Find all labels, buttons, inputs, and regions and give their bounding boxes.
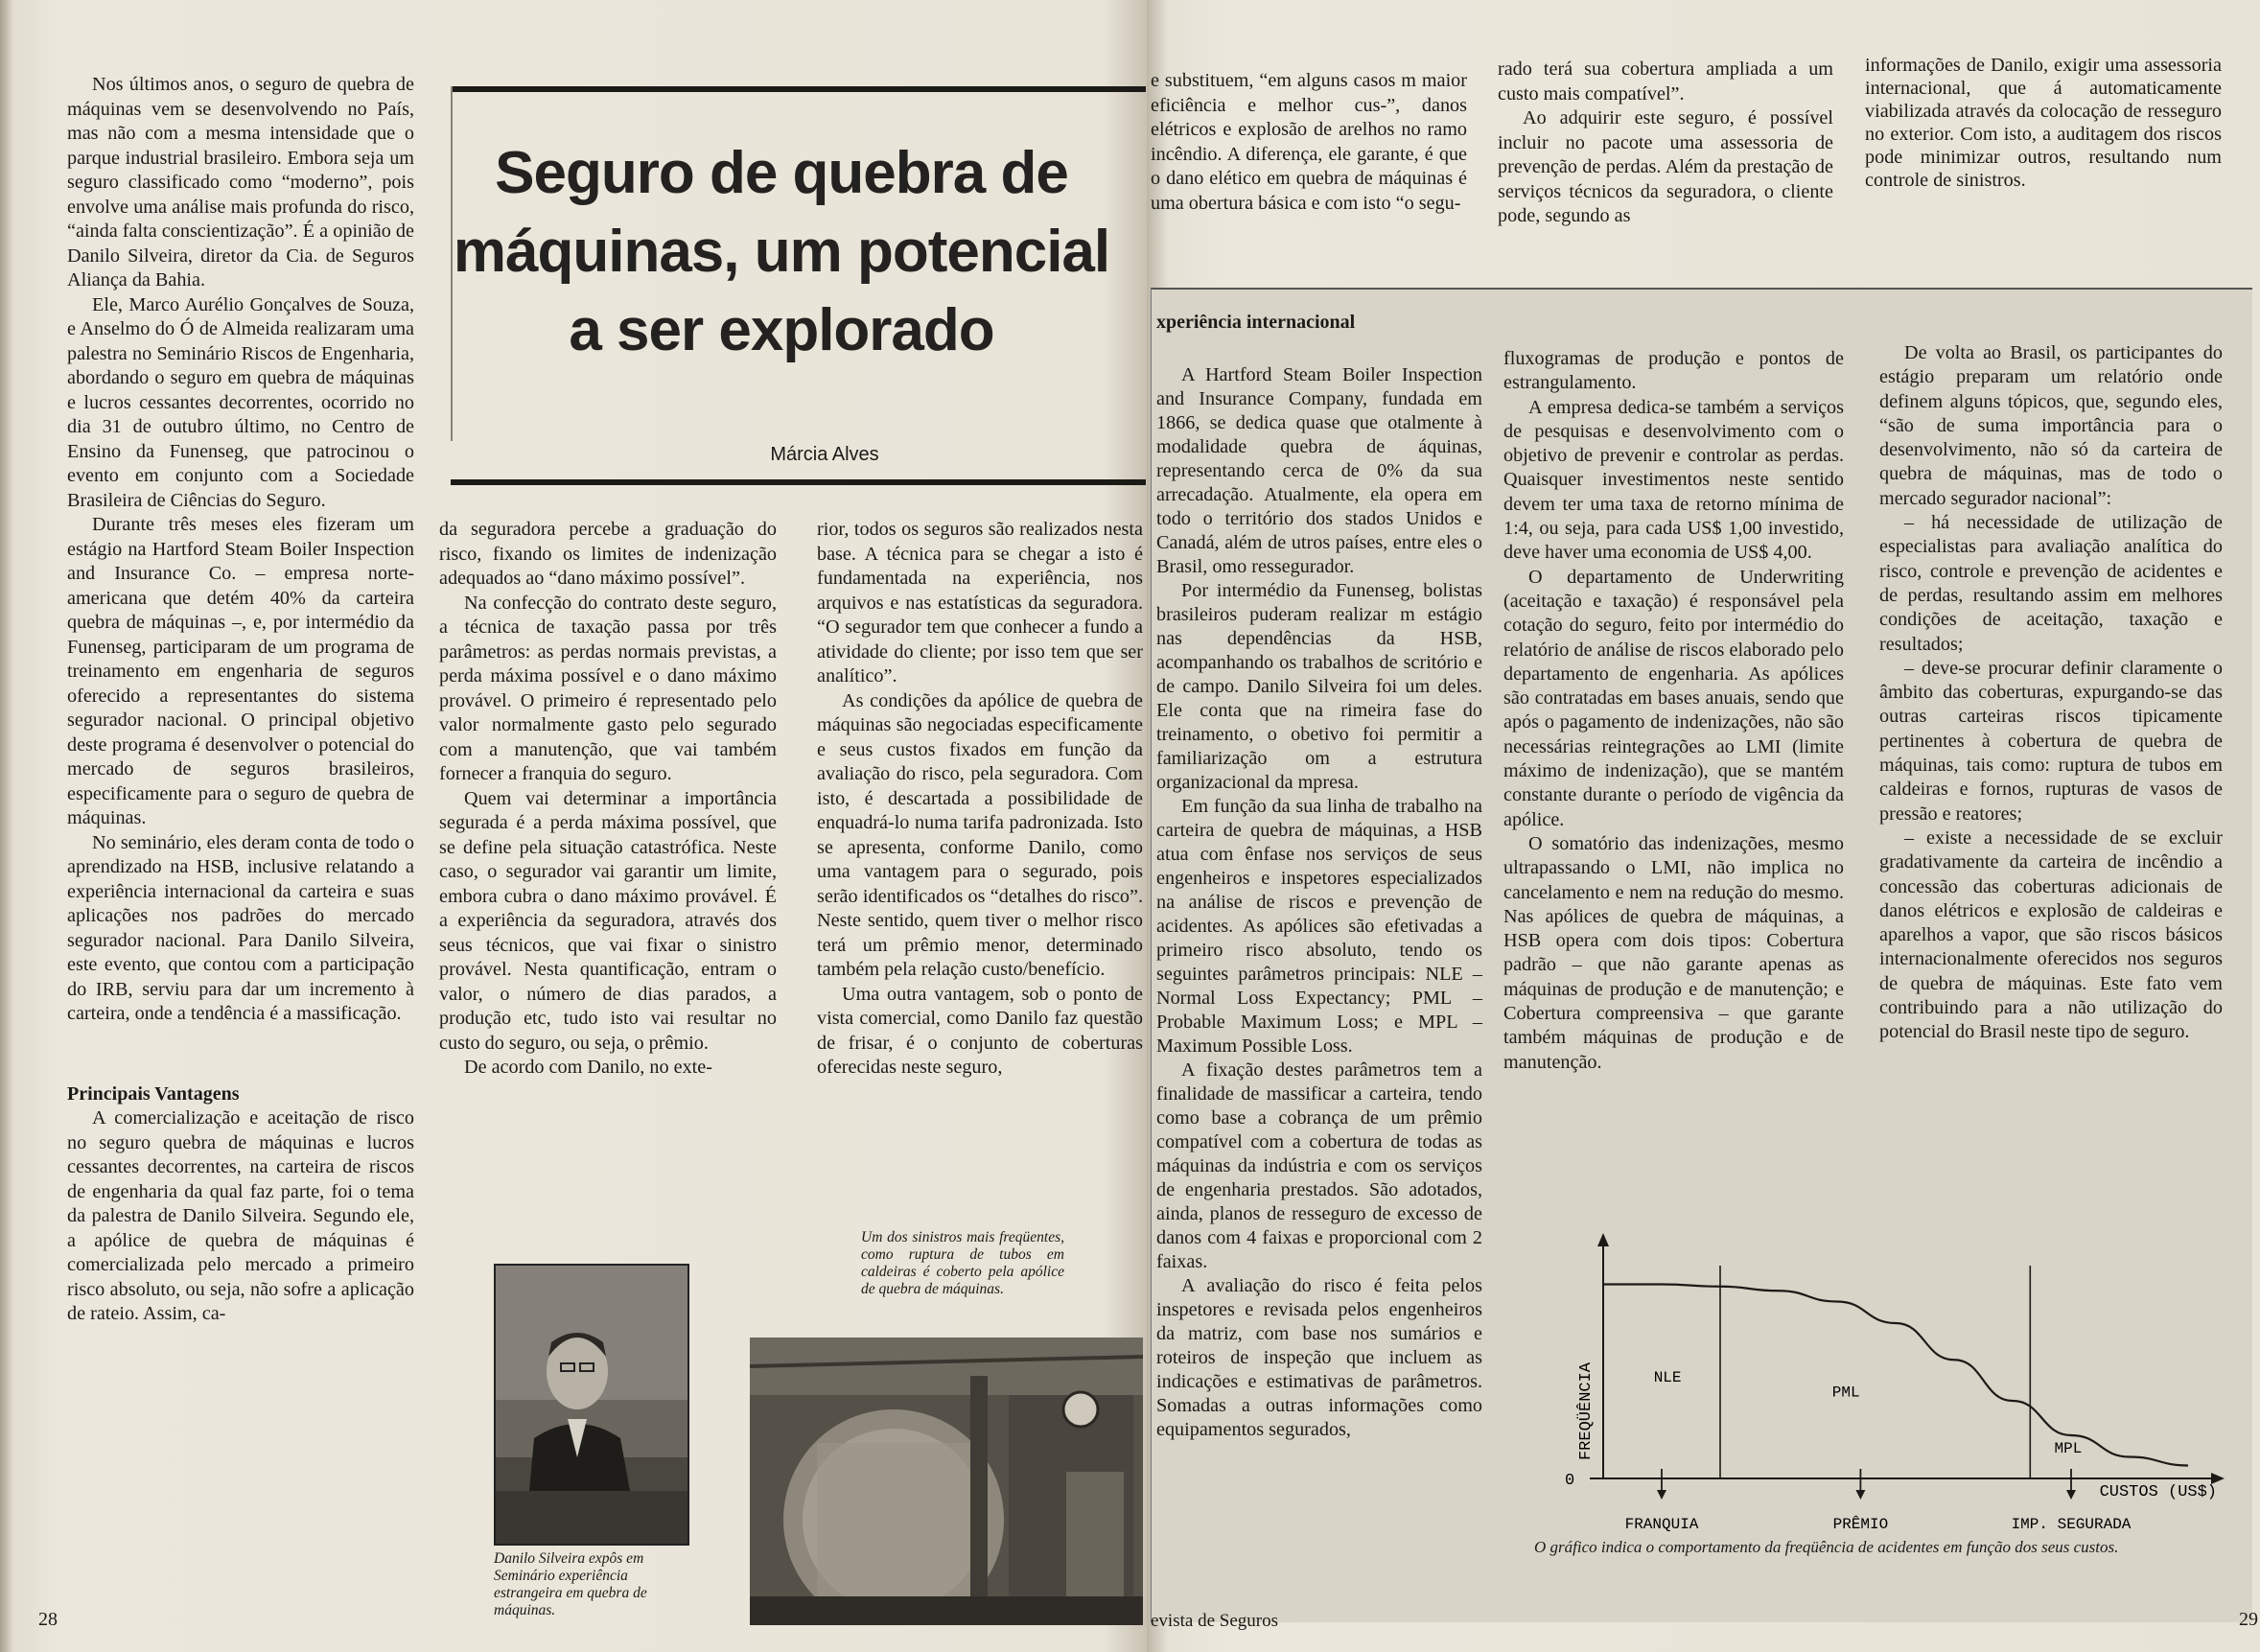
paragraph: – deve-se procurar definir claramente o âmbito das coberturas, expurgando-se das outras carteiras riscos tipicamente pertinentes à cobertura de quebra de máquinas, tais como: ruptura de tubos em caldeiras e fornos, rupturas de vasos de pressão e reatores; — [1879, 657, 2223, 825]
paragraph: De volta ao Brasil, os participantes do estágio preparam um relatório onde definem alguns tópicos, que, segundo eles, “são de suma importância para o desenvolvimento, não só da carteira de quebra de máquinas, mas de todo o mercado segurador nacional”: — [1879, 342, 2223, 509]
headline-bottom-rule — [451, 479, 1146, 485]
paragraph: Ao adquirir este seguro, é possível incluir no pacote uma assessoria de prevenção de perdas. Além da prestação de serviços técnicos da seguradora, o cliente pode, segundo as — [1498, 107, 1833, 226]
paragraph: fluxogramas de produção e pontos de estrangulamento. — [1503, 348, 1844, 394]
x-marker-label: FRANQUIA — [1624, 1516, 1699, 1533]
paragraph: da seguradora percebe a graduação do risco, fixando os limites de indenização adequados ao “dano máximo possível”. — [439, 519, 777, 589]
paragraph: No seminário, eles deram conta de todo o aprendizado na HSB, inclusive relatando a experiência internacional da carteira e suas aplicações nos padrões do mercado segurador nacional. Para Danilo Silveira, este evento, que contou com a participação do IRB, serviu para dar um incremento à carteira, onde a tendência é a massificação. — [67, 831, 414, 1024]
portrait-image — [496, 1266, 687, 1544]
photo-boiler-machinery — [750, 1338, 1143, 1625]
marker-arrow-head — [1855, 1490, 1865, 1500]
y-axis-arrow — [1597, 1233, 1609, 1246]
marker-arrow-head — [1657, 1490, 1666, 1500]
paragraph: Nos últimos anos, o seguro de quebra de máquinas vem se desenvolvendo no País, mas não com a mesma intensidade que o parque industrial brasileiro. Embora seja um seguro classificado como “moderno”, pois envolve uma análise mais profunda do risco, “ainda falta conscientização”. É a opinião de Danilo Silveira, diretor da Cia. de Seguros Aliança da Bahia. — [67, 74, 414, 291]
region-label-pml: PML — [1831, 1384, 1860, 1402]
box-column-a — [1156, 311, 1482, 1442]
headline-line-1: Seguro de quebra de — [495, 140, 1068, 206]
column-2 — [439, 518, 777, 1081]
paragraph: – há necessidade de utilização de especialistas para avaliação analítica do risco, controle e prevenção de acidentes e de perdas, resultando assim em melhores condições de aceitação, taxação e resultados; — [1879, 512, 2223, 655]
caption-photo-2: Um dos sinistros mais freqüentes, como ruptura de tubos em caldeiras é coberto pela apólice de quebra de máquinas. — [861, 1229, 1064, 1297]
byline: Márcia Alves — [770, 444, 879, 465]
x-marker-label: PRÊMIO — [1832, 1516, 1889, 1533]
frequency-curve — [1603, 1285, 2188, 1466]
column-3 — [817, 518, 1143, 1081]
paragraph: O somatório das indenizações, mesmo ultrapassando o LMI, não implica no cancelamento e nem na redução do mesmo. Nas apólices de quebra de máquinas, a HSB opera com dois tipos: Cobertura padrão – que não garante apenas as máquinas de produção e de manutenção; e Cobertura compreensiva – que garante também máquinas de produção e de manutenção. — [1503, 832, 1844, 1073]
box-column-c — [1879, 341, 2223, 1045]
chart-caption: O gráfico indica o comportamento da freqüência de acidentes em função dos seus custos. — [1534, 1538, 2119, 1556]
paragraph: Uma outra vantagem, sob o ponto de vista comercial, como Danilo faz questão de frisar, é o conjunto de coberturas oferecidas neste seguro, — [817, 983, 1143, 1078]
paragraph: Na confecção do contrato deste seguro, a técnica de taxação passa por três parâmetros: as perdas normais previstas, a perda máxima possível e o dano máximo provável. O primeiro é representado pelo valor normalmente gasto pelo segurado com a manutenção, que vai também fornecer a franquia do seguro. — [439, 592, 777, 784]
paragraph: A empresa dedica-se também a serviços de pesquisas e desenvolvimento com o objetivo de prevenir e controlar as perdas. Quaisquer investimentos neste sentido devem ter uma taxa de retorno mínima de 1:4, ou seja, para cada US$ 1,00 investido, deve haver uma economia de US$ 4,00. — [1503, 396, 1844, 564]
column-6 — [1865, 54, 2222, 192]
column-1 — [67, 73, 414, 1327]
paragraph: rado terá sua cobertura ampliada a um custo mais compatível”. — [1498, 58, 1833, 105]
paragraph: Quem vai determinar a importância segurada é a perda máxima possível, que se define pela situação catastrófica. Neste caso, o segurador vai garantir um limite, embora cubra o dano máximo provável. É a experiência da seguradora, através dos seus técnicos, que vai fixar o sinistro provável. Nesta quantificação, entram o valor, o número de dias parados, a produção etc, tudo isto vai resultar no custo do seguro, ou seja, o prêmio. — [439, 787, 777, 1054]
page-number-right: 29 — [2239, 1609, 2258, 1630]
caption-photo-1: Danilo Silveira expôs em Seminário experiência estrangeira em quebra de máquinas. — [494, 1550, 647, 1618]
region-label-nle: NLE — [1653, 1368, 1682, 1386]
paragraph: A comercialização e aceitação de risco no seguro quebra de máquinas e lucros cessantes decorrentes, na carteira de riscos de engenharia da qual faz parte, foi o tema da palestra de Danilo Silveira. Segundo ele, a apólice de quebra de máquinas é comercializada pelo mercado a primeiro risco absoluto, ou seja, não sofre a aplicação de rateio. Assim, ca- — [67, 1107, 414, 1324]
column-5 — [1498, 58, 1833, 229]
paragraph: e substituem, “em alguns casos m maior eficiência e melhor cus-”, danos elétricos e explosão de arelhos no ramo incêndio. A diferença, ele garante, é que o dano elético em quebra de máquinas é uma obertura básica e com isto “o segu- — [1151, 70, 1467, 214]
headline — [451, 134, 1112, 370]
paragraph: Por intermédio da Funenseg, bolistas brasileiros puderam realizar m estágio nas dependências da HSB, acompanhando os trabalhos de scritório e de campo. Danilo Silveira foi um deles. Ele conta que na rimeira fase do treinamento, o obetivo foi permitir a familiarização om a estrutura organizacional da mpresa. — [1156, 580, 1482, 793]
x-marker-label: IMP. SEGURADA — [2011, 1516, 2132, 1533]
paragraph: A fixação destes parâmetros tem a finalidade de massificar a carteira, tendo como base a cobrança de um prêmio compatível com a cobertura de todas as máquinas da indústria e com os serviços de engenharia prestados. São adotados, ainda, planos de resseguro de excesso de danos com 4 faixas e proporcional com 2 faixas. — [1156, 1059, 1482, 1272]
headline-top-rule — [451, 86, 1146, 92]
paragraph: A avaliação do risco é feita pelos inspetores e revisada pelos engenheiros da matriz, com base nos sumários e roteiros de inspeção que incluem as indicações e estimativas de parâmetros. Somadas a outras informações como equipamentos segurados, — [1156, 1275, 1482, 1440]
marker-arrow-head — [2066, 1490, 2076, 1500]
paragraph: De acordo com Danilo, no exte- — [464, 1057, 712, 1078]
paragraph: – existe a necessidade de se excluir gradativamente da carteira de incêndio a concessão das coberturas adicionais de danos elétricos e explosão de caldeiras e aparelhos a vapor, que são riscos básicos internacionalmente oferecidos nos seguros de quebra de máquinas. Este fato vem contribuindo para a não utilização do potencial do Brasil neste tipo de seguro. — [1879, 826, 2223, 1043]
subhead-principais-vantagens: Principais Vantagens — [67, 1082, 240, 1105]
paragraph: Em função da sua linha de trabalho na carteira de quebra de máquinas, a HSB atua com ênfase nos serviços de seus engenheiros e inspetores especializados na análise de riscos e prevenção de acidentes. As apólices são efetivadas a primeiro risco absoluto, tendo os seguintes parâmetros principais: NLE – Normal Loss Expectancy; PML – Probable Maximum Loss; e MPL – Maximum Possible Loss. — [1156, 796, 1482, 1057]
headline-line-2: máquinas, um potencial — [453, 219, 1110, 285]
chart-frequency-cost — [1544, 1227, 2234, 1544]
paragraph: As condições da apólice de quebra de máquinas são negociadas especificamente e seus custos fixados em função da avaliação do risco, pela seguradora. Com isto, é descartada a possibilidade de enquadrá-lo numa tarifa padronizada. Isto se apresenta, conforme Danilo, como uma vantagem para o segurado, pois serão identificados os “detalhes do risco”. Neste sentido, quem tiver o melhor risco terá um prêmio menor, determinado também pela relação custo/benefício. — [817, 689, 1143, 980]
paragraph: informações de Danilo, exigir uma assessoria internacional, que á automaticamente viabilizada através da colocação de resseguro no exterior. Com isto, a auditagem dos riscos pode minimizar outros, resultando num controle de sinistros. — [1865, 55, 2222, 191]
machinery-image — [750, 1338, 1143, 1625]
y-axis-label: FREQÜÊNCIA — [1577, 1361, 1596, 1461]
paragraph: A Hartford Steam Boiler Inspection and Insurance Company, fundada em 1866, se dedica quase que otalmente à modalidade quebra de áquinas, representando cerca de 0% da sua arrecadação. Atualmente, ela opera em todo o território dos stados Unidos e Canadá, além de utros países, entre eles o Brasil, omo ressegurador. — [1156, 364, 1482, 577]
paragraph: Durante três meses eles fizeram um estágio na Hartford Steam Boiler Inspection and Insurance Co. – empresa norte-americana que detém 40% da carteira quebra de máquinas –, e, por intermédio da Funenseg, participaram de um programa de treinamento em engenharia de seguros oferecido a representantes do sistema segurador nacional. O principal objetivo deste programa é desenvolver o potencial do mercado de seguros brasileiros, especificamente para o seguro de quebra de máquinas. — [67, 514, 414, 828]
x-axis-label: CUSTOS (US$) — [2099, 1483, 2217, 1501]
box-subhead: xperiência internacional — [1156, 312, 1356, 333]
column-4 — [1151, 69, 1467, 216]
paragraph: O departamento de Underwriting (aceitação e taxação) é responsável pela cotação do seguro, feito por intermédio do relatório de análise de riscos elaborado pelo departamento de engenharia. As apólices são contratadas em bases anuais, sendo que após o pagamento de indenizações, não são necessárias reintegrações ao LMI (limite máximo de indenização), que se mantém constante durante o período de vigência da apólice. — [1503, 566, 1844, 830]
region-label-mpl: MPL — [2054, 1440, 2083, 1457]
page-number-left: 28 — [38, 1609, 58, 1630]
paragraph: rior, todos os seguros são realizados nesta base. A técnica para se chegar a isto é fundamentada na experiência, nos arquivos e nas estatísticas da seguradora. “O segurador tem que conhecer a fundo a atividade do cliente; por isso tem que ser analítico”. — [817, 519, 1143, 686]
box-column-b — [1503, 347, 1844, 1075]
photo-danilo-silveira — [494, 1264, 689, 1546]
footer-magazine-name: evista de Seguros — [1151, 1611, 1278, 1631]
headline-line-3: a ser explorado — [569, 297, 994, 363]
chart-svg — [1544, 1227, 2234, 1544]
origin-label: 0 — [1565, 1472, 1575, 1490]
paragraph: Ele, Marco Aurélio Gonçalves de Souza, e Anselmo do Ó de Almeida realizaram uma palestra no Seminário Riscos de Engenharia, abordando o seguro em quebra de máquinas e lucros cessantes decorrentes, ocorrido no dia 31 de outubro último, no Centro de Ensino da Funenseg, que patrocinou o evento em conjunto com a Sociedade Brasileira de Ciências do Seguro. — [67, 293, 414, 511]
